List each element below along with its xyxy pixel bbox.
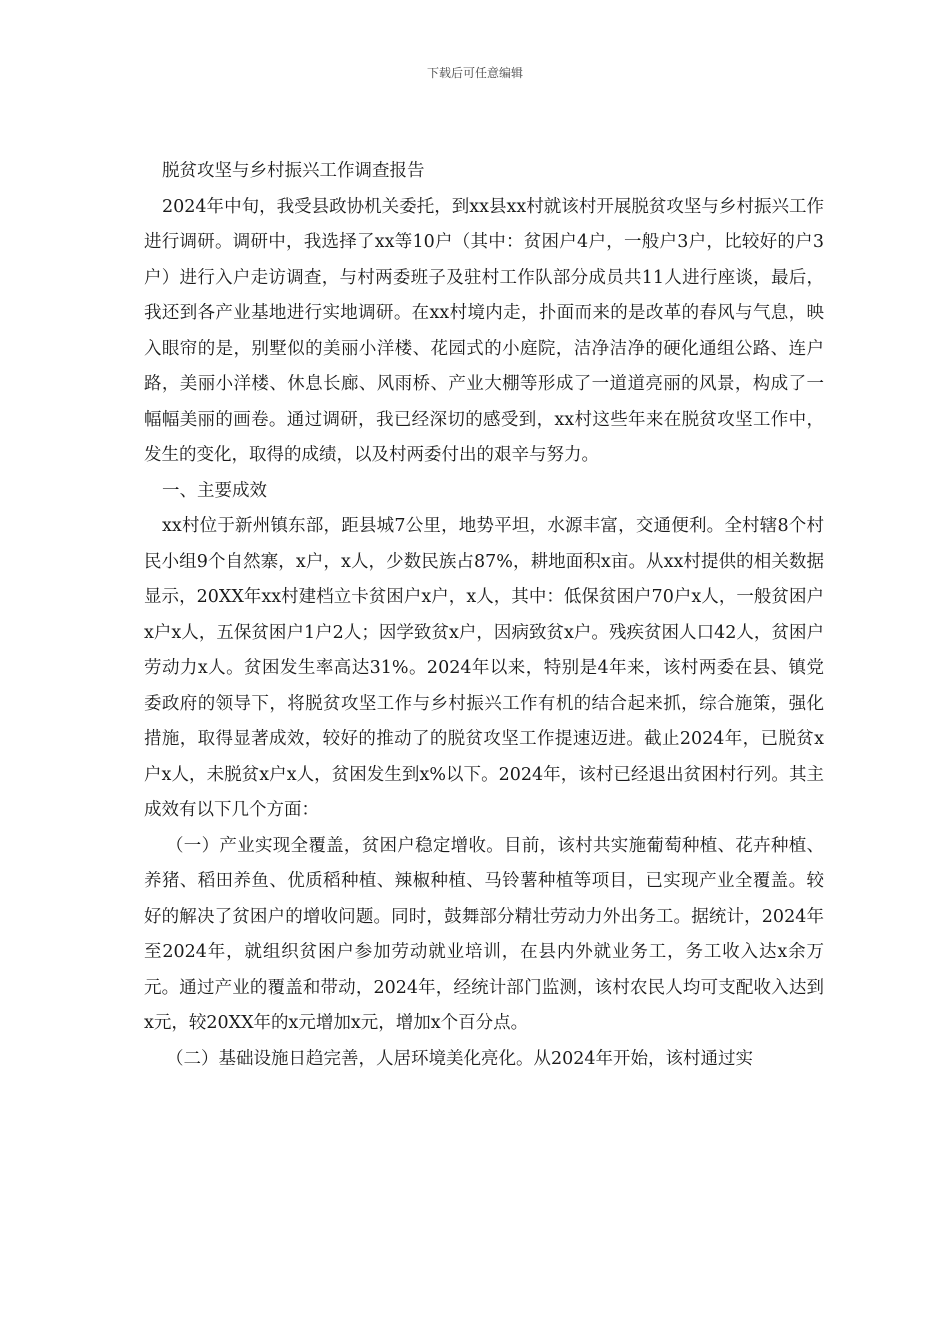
paragraph-infrastructure: （二）基础设施日趋完善，人居环境美化亮化。从2024年开始，该村通过实	[166, 1048, 754, 1069]
document-body	[144, 154, 824, 1077]
paragraph-industry-coverage: （一）产业实现全覆盖，贫困户稳定增收。目前，该村共实施葡萄种植、花卉种植、养猪、稻田养鱼、优质稻种植、辣椒种植、马铃薯种植等项目，已实现产业全覆盖。较好的解决了贫困户的增收问题。同时，鼓舞部分精壮劳动力外出务工。据统计，2024年至2024年，就组织贫困户参加劳动就业培训，在县内外就业务工，务工收入达x余万元。通过产业的覆盖和带动，2024年，经统计部门监测，该村农民人均可支配收入达到x元，较20XX年的x元增加x元，增加x个百分点。	[144, 835, 824, 1033]
paragraph-intro: 2024年中旬，我受县政协机关委托，到xx县xx村就该村开展脱贫攻坚与乡村振兴工作进行调研。调研中，我选择了xx等10户（其中：贫困户4户，一般户3户，比较好的户3户）进行入户走访调查，与村两委班子及驻村工作队部分成员共11人进行座谈，最后，我还到各产业基地进行实地调研。在xx村境内走，扑面而来的是改革的春风与气息，映入眼帘的是，别墅似的美丽小洋楼、花园式的小庭院，洁净洁净的硬化通组公路、连户路，美丽小洋楼、休息长廊、风雨桥、产业大棚等形成了一道道亮丽的风景，构成了一幅幅美丽的画卷。通过调研，我已经深切的感受到，xx村这些年来在脱贫攻坚工作中，发生的变化，取得的成绩，以及村两委付出的艰辛与努力。	[144, 196, 824, 465]
section-heading-main-results: 一、主要成效	[162, 480, 267, 501]
paragraph-village-overview: xx村位于新州镇东部，距县城7公里，地势平坦，水源丰富，交通便利。全村辖8个村民小组9个自然寨，x户，x人，少数民族占87%，耕地面积x亩。从xx村提供的相关数据显示，20XX年xx村建档立卡贫困户x户，x人，其中：低保贫困户70户x人，一般贫困户x户x人，五保贫困户1户2人；因学致贫x户，因病致贫x户。残疾贫困人口42人，贫困户劳动力x人。贫困发生率高达31%。2024年以来，特别是4年来，该村两委在县、镇党委政府的领导下，将脱贫攻坚工作与乡村振兴工作有机的结合起来抓，综合施策，强化措施，取得显著成效，较好的推动了的脱贫攻坚工作提速迈进。截止2024年，已脱贫x户x人，未脱贫x户x人，贫困发生到x%以下。2024年，该村已经退出贫困村行列。其主成效有以下几个方面：	[144, 516, 824, 820]
document-title: 脱贫攻坚与乡村振兴工作调查报告	[162, 161, 425, 181]
page-header-note: 下载后可任意编辑	[426, 66, 523, 80]
